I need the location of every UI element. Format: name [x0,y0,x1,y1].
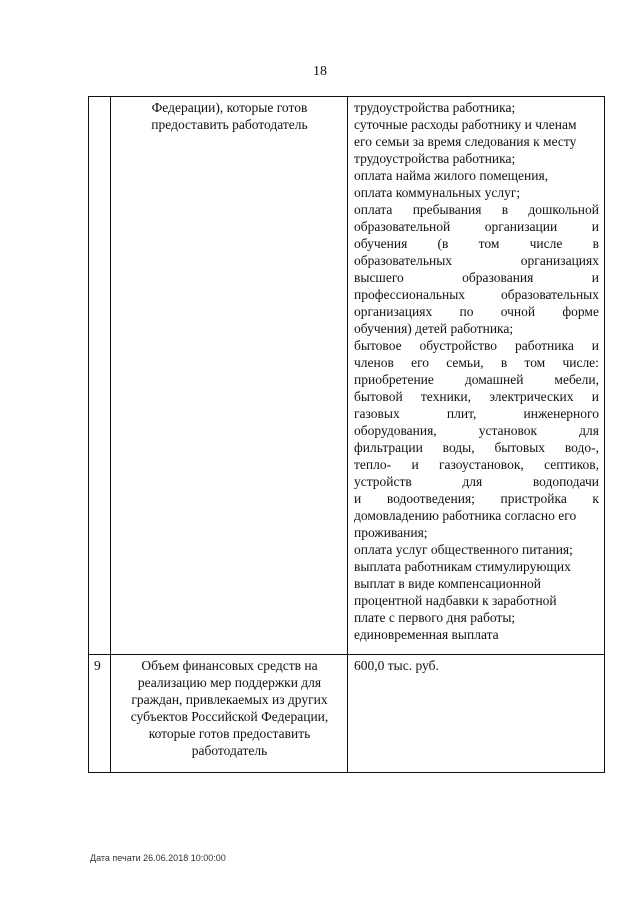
value-word: дошкольной [528,202,599,217]
value-word: профессиональных [354,287,466,302]
value-word: том [478,236,500,251]
value-word: высшего [354,270,404,285]
value-line [354,422,599,439]
page-number: 18 [313,64,327,79]
value-line: 600,0 тыс. руб. [354,658,439,673]
value-word: водо-, [564,440,599,455]
value-line: выплата работникам стимулирующих [354,559,571,574]
value-line: обучения) детей работника; [354,321,514,336]
name-line: граждан, привлекаемых из других [131,692,328,707]
value-word: образовательных [354,253,453,268]
value-word: организациях [354,304,433,319]
value-line [354,269,599,286]
value-word: бытовой [354,389,403,404]
value-line [354,473,599,490]
value-line: суточные расходы работнику и членам [354,117,577,132]
value-line: оплата услуг общественного питания; [354,542,573,557]
name-line: предоставить работодатель [151,117,308,132]
value-word: бытовое [354,338,402,353]
value-line [354,235,599,252]
value-word: оборудования, [354,423,437,438]
value-line: оплата найма жилого помещения, [354,168,549,183]
value-word: пристройка [500,491,567,506]
value-word: образования [462,270,534,285]
value-line: процентной надбавки к заработной [354,593,557,608]
value-word: для [579,423,599,438]
value-line: трудоустройства работника; [354,100,516,115]
parameter-name-cell [111,655,348,773]
value-word: в [592,236,599,251]
parameter-name-cell [111,97,348,655]
value-word: (в [437,236,449,251]
value-word: работника [514,338,574,353]
value-word: по [459,304,474,319]
value-word: и [591,219,599,234]
parameter-value-cell [348,655,605,773]
value-word: и [591,270,599,285]
print-date-footer: Дата печати 26.06.2018 10:00:00 [90,853,226,863]
value-line [354,490,599,507]
value-word: для [462,474,483,489]
table-row-9 [89,655,605,773]
parameter-value-cell [348,97,605,655]
value-word: и [411,457,419,472]
value-word: техники, [420,389,471,404]
value-line [354,456,599,473]
value-word: пребывания [412,202,482,217]
value-word: тепло- [354,457,392,472]
value-line: единовременная выплата [354,627,499,642]
value-line [354,371,599,388]
value-word: организации [484,219,558,234]
value-line: его семьи за время следования к месту [354,134,577,149]
value-word: организациях [520,253,599,268]
value-line [354,218,599,235]
value-word: числе [529,236,563,251]
value-word: обустройство [419,338,498,353]
value-line [354,405,599,422]
value-line: плате с первого дня работы; [354,610,516,625]
value-word: в [500,355,508,370]
value-word: фильтрации [354,440,423,455]
value-word: септиков, [544,457,599,472]
value-word: числе: [562,355,599,370]
value-line [354,303,599,320]
value-word: членов [354,355,394,370]
requirements-table [88,96,605,773]
value-line [354,201,599,218]
name-line: реализацию мер поддержки для [137,675,322,690]
value-word: водоотведения; [386,491,475,506]
value-word: образовательных [500,287,599,302]
value-word: домашней [464,372,524,387]
row-number-cell [89,97,111,655]
value-line [354,439,599,456]
name-line: которые готов предоставить [148,726,311,741]
value-word: бытовых [494,440,546,455]
value-word: оплата [354,202,393,217]
value-word: установок [478,423,538,438]
value-word: водоподачи [532,474,599,489]
value-line [354,388,599,405]
value-word: в [501,202,509,217]
name-line: субъектов Российской Федерации, [130,709,329,724]
name-line: Федерации), которые готов [151,100,308,115]
value-word: воды, [442,440,475,455]
value-word: приобретение [354,372,434,387]
value-word: и [591,338,599,353]
value-line: выплат в виде компенсационной [354,576,542,591]
value-word: семьи, [446,355,484,370]
name-line: работодатель [191,743,268,758]
value-word: к [592,491,599,506]
value-word: обучения [354,236,408,251]
row-number-cell: 9 [89,655,111,773]
value-word: газовых [354,406,400,421]
value-line [354,252,599,269]
value-word: том [524,355,546,370]
value-word: его [411,355,430,370]
value-word: электрических [489,389,574,404]
value-word: устройств [354,474,412,489]
value-line: домовладению работника согласно его [354,508,577,523]
table-row-continuation [89,97,605,655]
value-line [354,354,599,371]
value-line: трудоустройства работника; [354,151,516,166]
name-line: Объем финансовых средств на [141,658,318,673]
value-word: газоустановок, [439,457,524,472]
value-line: проживания; [354,525,428,540]
value-line: оплата коммунальных услуг; [354,185,521,200]
value-word: инженерного [523,406,599,421]
value-word: и [354,491,362,506]
value-word: плит, [446,406,477,421]
value-line [354,337,599,354]
value-word: и [591,389,599,404]
value-word: форме [562,304,599,319]
value-word: очной [500,304,536,319]
value-line [354,286,599,303]
value-word: образовательной [354,219,451,234]
value-word: мебели, [554,372,599,387]
